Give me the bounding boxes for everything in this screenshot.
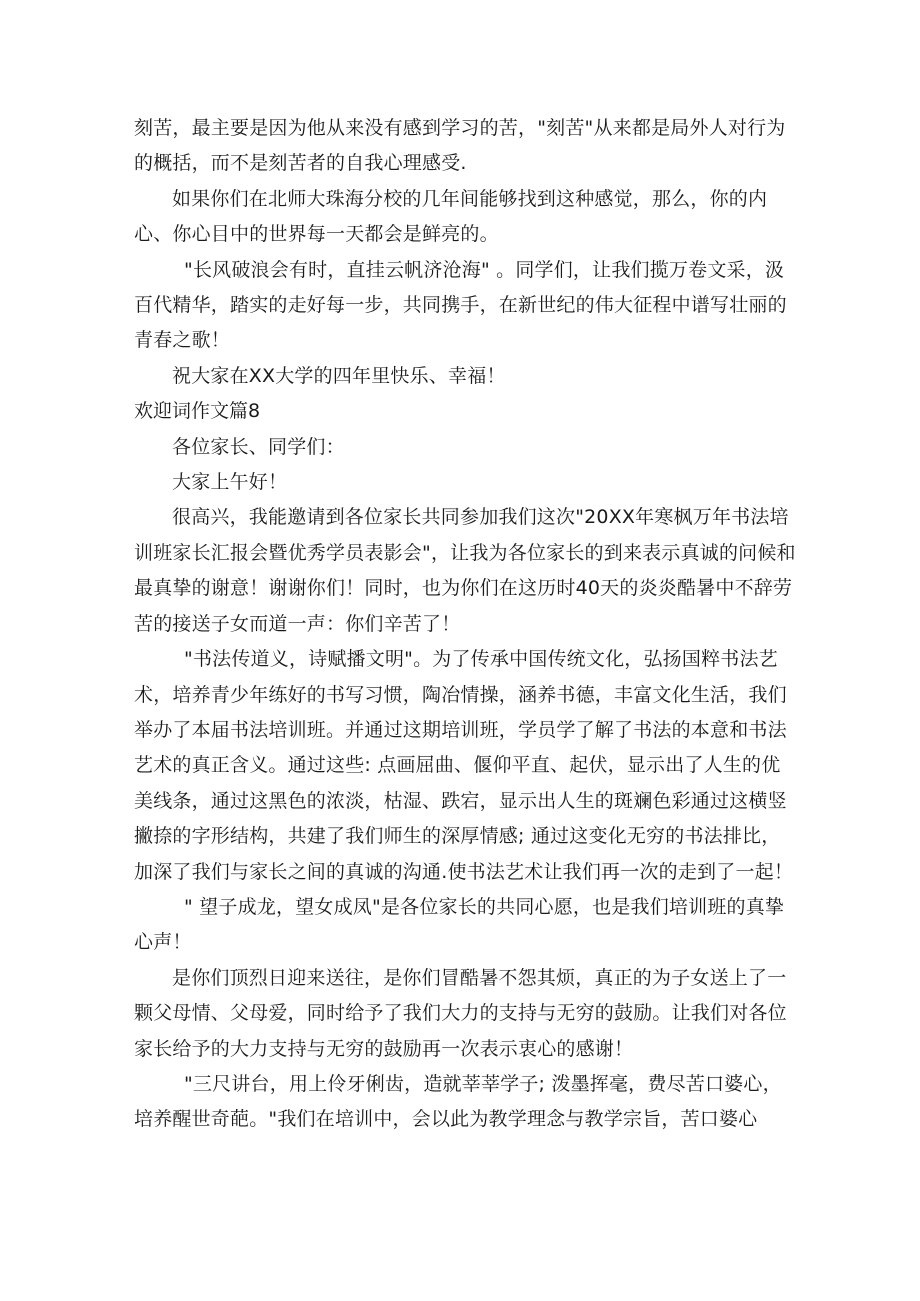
section-heading: 欢迎词作文篇8 <box>134 400 261 423</box>
paragraph-greeting: 大家上午好！ <box>172 471 288 494</box>
paragraph-2: 如果你们在北师大珠海分校的几年间能够找到这种感觉，那么，你的内心、你心目中的世界每一天都会是鲜亮的。 <box>134 187 768 246</box>
paragraph-1: 刻苦，最主要是因为他从来没有感到学习的苦，"刻苦"从来都是局外人对行为的概括，而不是刻苦者的自我心理感受. <box>134 117 786 175</box>
paragraph-salutation: 各位家长、同学们： <box>172 435 345 458</box>
paragraph-10: 是你们顶烈日迎来送往，是你们冒酷暑不怨其烦，真正的为子女送上了一颗父母情、父母爱，同时给予了我们大力的支持与无穷的鼓励。让我们对各位家长给予的大力支持与无穷的鼓励再一次表示衷心的感谢！ <box>134 966 787 1060</box>
paragraph-7: 很高兴，我能邀请到各位家长共同参加我们这次"20XX年寒枫万年书法培训班家长汇报会暨优秀学员表影会"，让我为各位家长的到来表示真诚的问候和最真挚的谢意！谢谢你们！同时，也为你们在这历时40天的炎炎酷暑中不辞劳苦的接送子女而道一声：你们辛苦了！ <box>134 506 796 635</box>
paragraph-8: "书法传道义，诗赋播文明"。为了传承中国传统文化，弘扬国粹书法艺术，培养青少年练好的书写习惯，陶冶情操，涵养书德，丰富文化生活，我们举办了本届书法培训班。并通过这期培训班，学员学了解了书法的本意和书法艺术的真正含义。通过这些: 点画屈曲、偃仰平直、起伏，显示出了人生的优美线条，通过这黑色的浓淡，枯湿、跌宕，显示出人生的斑斓色彩通过这横竖撇捺的字形结构，共建了我们师生的深厚情感; 通过这变化无穷的书法排比，加深了我们与家长之间的真诚的沟通.使书法艺术让我们再一次的走到了一起！ <box>134 648 794 883</box>
paragraph-9: " 望子成龙，望女成凤"是各位家长的共同心愿，也是我们培训班的真挚心声！ <box>134 895 785 954</box>
paragraph-4: 祝大家在XX大学的四年里快乐、幸福！ <box>172 364 506 387</box>
paragraph-3: "长风破浪会有时，直挂云帆济沧海" 。同学们，让我们揽万卷文采，汲百代精华，踏实的走好每一步，共同携手，在新世纪的伟大征程中谱写壮丽的青春之歌！ <box>134 258 787 352</box>
paragraph-11: "三尺讲台，用上伶牙俐齿，造就莘莘学子; 泼墨挥毫，费尽苦口婆心，培养醒世奇葩。"我们在培训中，会以此为教学理念与教学宗旨，苦口婆心 <box>134 1072 782 1131</box>
document-body <box>134 111 799 1138</box>
